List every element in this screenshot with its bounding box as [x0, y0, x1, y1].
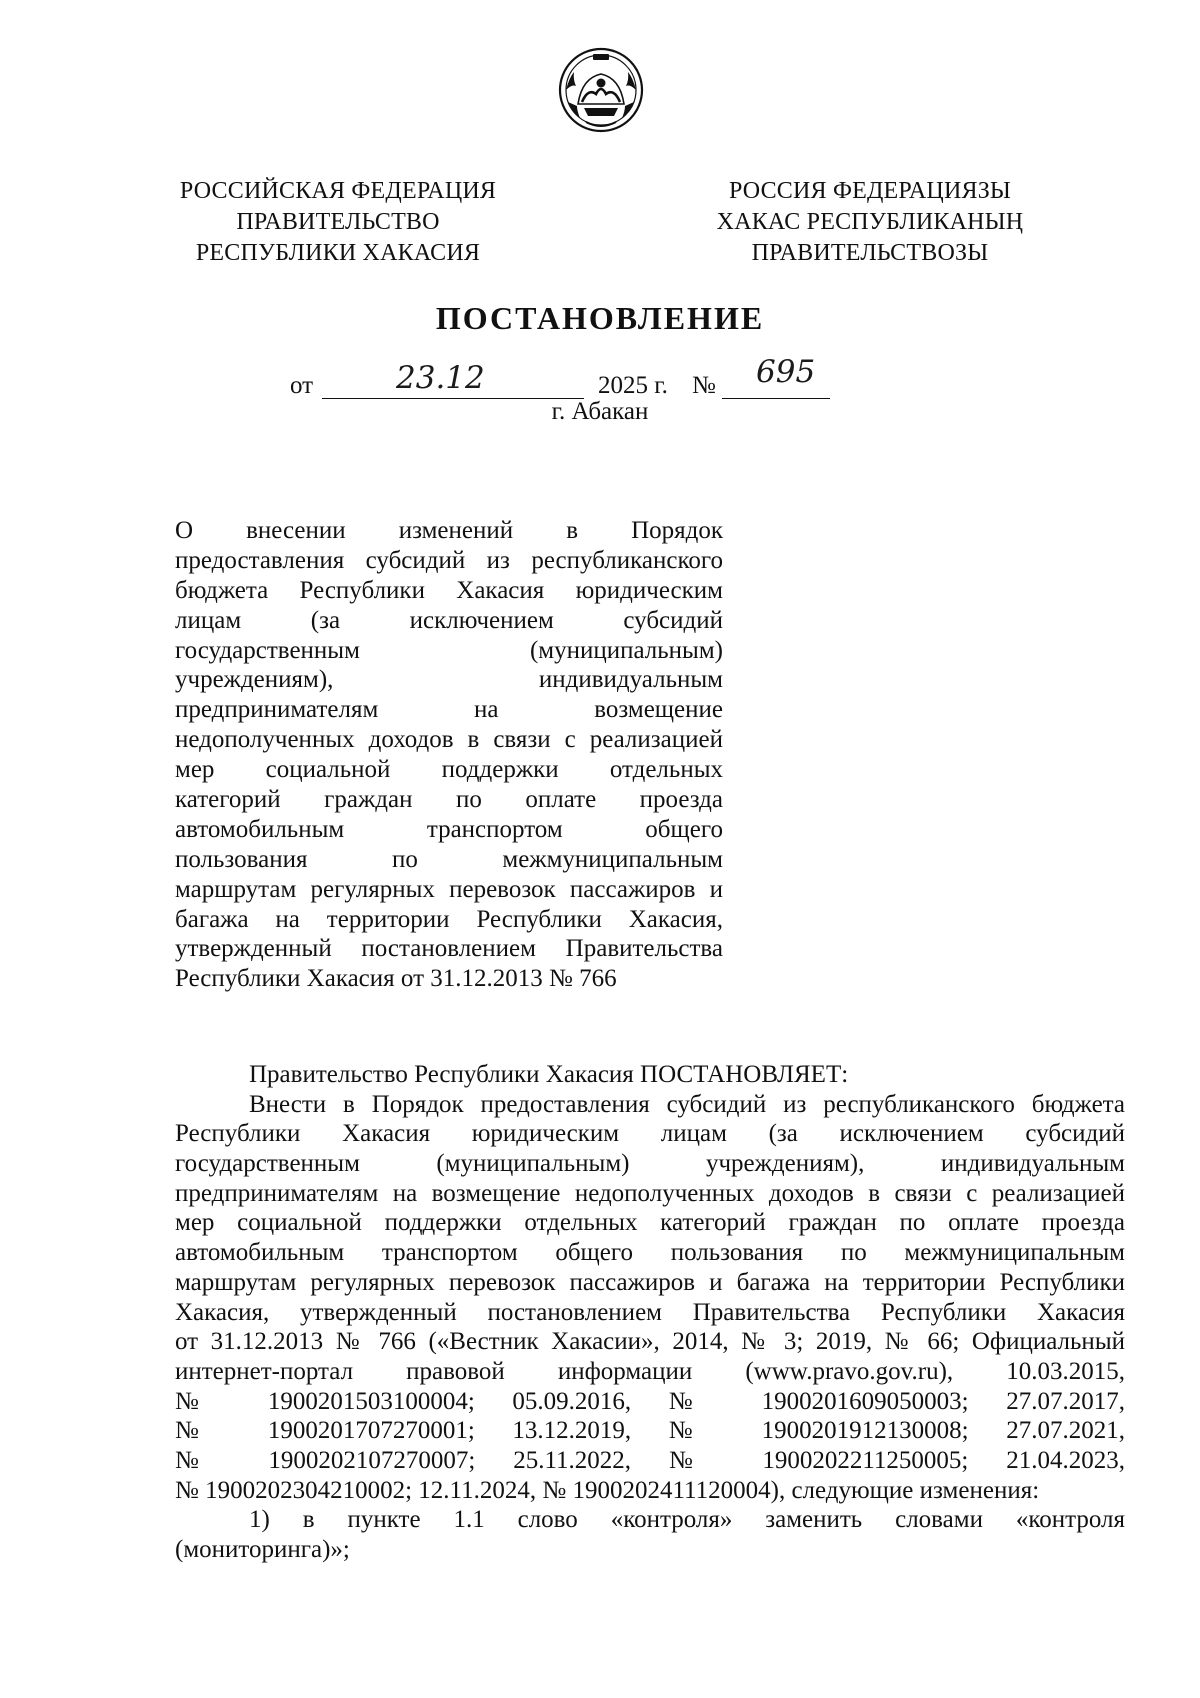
resolves-paragraph: Правительство Республики Хакасия ПОСТАНОВЛЯЕТ:	[249, 1061, 849, 1088]
body-line: автомобильным транспортом общего пользования по межмуниципальным	[175, 1239, 1125, 1267]
body-line: 1) в пункте 1.1 слово «контроля» заменить словами «контроля	[249, 1506, 1125, 1534]
date-from-label: от	[290, 372, 314, 399]
body-line: предпринимателям на возмещение недополученных доходов в связи с реализацией	[175, 1179, 1125, 1207]
item-1-paragraph	[175, 1505, 1125, 1564]
body-line: № 1900201707270001; 13.12.2019, № 1900201912130008; 27.07.2021,	[175, 1417, 1125, 1445]
header-left-line: РЕСПУБЛИКИ ХАКАСИЯ	[195, 240, 481, 266]
body-line: Внести в Порядок предоставления субсидий из республиканского бюджета	[249, 1090, 1125, 1118]
body-line: № 1900201503100004; 05.09.2016, № 1900201609050003; 27.07.2017,	[175, 1387, 1125, 1415]
main-paragraph	[175, 1090, 1125, 1506]
subject-line: утвержденный постановлением Правительства	[175, 935, 723, 963]
body-line: № 1900202107270007; 25.11.2022, № 1900202211250005; 21.04.2023,	[175, 1446, 1125, 1474]
number-sign-label: №	[692, 372, 716, 399]
coat-of-arms-emblem	[556, 44, 646, 136]
document-title: ПОСТАНОВЛЕНИЕ	[435, 300, 765, 336]
body-line: Республики Хакасия юридическим лицам (за исключением субсидий	[175, 1120, 1125, 1148]
city-label: г. Абакан	[551, 398, 649, 425]
header-left-block	[168, 176, 508, 269]
body-line: Хакасия, утвержденный постановлением Правительства Республики Хакасия	[175, 1298, 1125, 1326]
subject-line: О внесении изменений в Порядок	[175, 517, 723, 544]
header-right-line: ХАКАС РЕСПУБЛИКАНЫҢ	[716, 209, 1024, 235]
subject-line: бюджета Республики Хакасия юридическим	[175, 576, 723, 604]
body-line: (мониторинга)»;	[175, 1536, 350, 1564]
year-label: 2025 г.	[598, 372, 668, 399]
subject-line: предпринимателям на возмещение	[175, 696, 723, 724]
body-line: государственным (муниципальным) учреждениям), индивидуальным	[175, 1150, 1125, 1178]
body-line: маршрутам регулярных перевозок пассажиров и багажа на территории Республики	[175, 1268, 1125, 1296]
header-right-block	[700, 176, 1040, 269]
body-line: интернет-портал правовой информации (www.pravo.gov.ru), 10.03.2015,	[175, 1357, 1125, 1385]
handwritten-date: 23.12	[396, 360, 485, 396]
subject-line: багажа на территории Республики Хакасия,	[175, 905, 723, 933]
header-left-line: ПРАВИТЕЛЬСТВО	[236, 209, 440, 235]
subject-line: учреждениям), индивидуальным	[175, 666, 723, 694]
subject-line: предоставления субсидий из республиканского	[175, 546, 723, 574]
header-left-line: РОССИЙСКАЯ ФЕДЕРАЦИЯ	[179, 178, 497, 204]
document-subject	[175, 516, 723, 994]
subject-line: автомобильным транспортом общего	[175, 815, 723, 843]
handwritten-number: 695	[756, 354, 816, 390]
body-line: мер социальной поддержки отдельных категорий граждан по оплате проезда	[175, 1209, 1125, 1237]
document-body	[175, 1060, 1125, 1565]
subject-line: мер социальной поддержки отдельных	[175, 756, 723, 784]
header-right-line: РОССИЯ ФЕДЕРАЦИЯЗЫ	[728, 178, 1012, 204]
subject-line: Республики Хакасия от 31.12.2013 № 766	[175, 965, 617, 993]
subject-line: государственным (муниципальным)	[175, 636, 723, 664]
body-line: от 31.12.2013 № 766 («Вестник Хакасии», 2014, № 3; 2019, № 66; Официальный	[175, 1328, 1125, 1356]
subject-line: маршрутам регулярных перевозок пассажиров и	[175, 875, 723, 903]
subject-line: пользования по межмуниципальным	[175, 845, 723, 873]
header-right-line: ПРАВИТЕЛЬСТВОЗЫ	[751, 240, 989, 266]
subject-line: лицам (за исключением субсидий	[175, 606, 723, 634]
subject-line: недополученных доходов в связи с реализацией	[175, 726, 723, 754]
subject-line: категорий граждан по оплате проезда	[175, 786, 723, 814]
body-line: № 1900202304210002; 12.11.2024, № 1900202411120004), следующие изменения:	[175, 1476, 1040, 1504]
